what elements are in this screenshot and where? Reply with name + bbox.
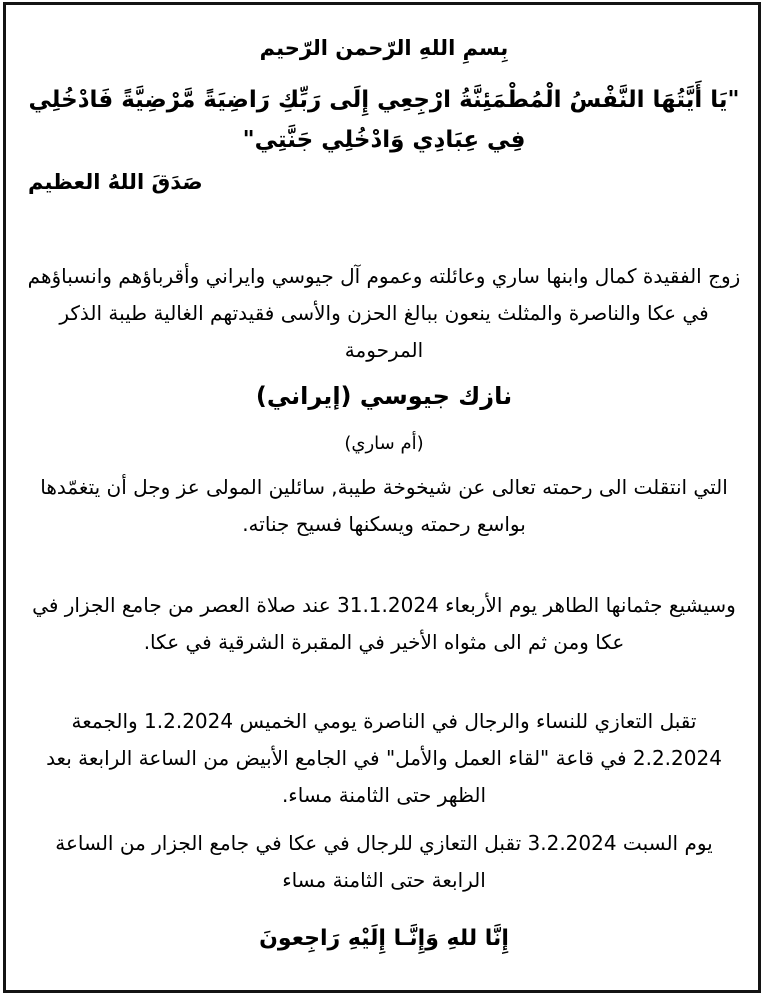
condolences-nazareth-paragraph: تقبل التعازي للنساء والرجال في الناصرة يومي الخميس 1.2.2024 والجمعة 2.2.2024 في قاعة "لقاء العمل والأمل" في الجامع الأبيض من الساعة الرابعة بعد الظهر حتى الثامنة مساء.	[46, 709, 722, 807]
condolences-akka-paragraph: يوم السبت 3.2.2024 تقبل التعازي للرجال في عكا في جامع الجزار من الساعة الرابعة حتى الثامنة مساء	[55, 831, 713, 892]
deceased-name: نازك جيوسي (إيراني)	[255, 382, 513, 410]
basmala-heading: بِسمِ اللهِ الرّحمن الرّحيم	[259, 36, 509, 60]
passing-paragraph: التي انتقلت الى رحمته تعالى عن شيخوخة طيبة, سائلين المولى عز وجل أن يتغمّدها بواسع رحمته ويسكنها فسيح جناته.	[40, 475, 728, 536]
sadaqa-allah-line: صَدَقَ اللهُ العظيم	[28, 170, 203, 194]
deceased-kunya: (أم ساري)	[344, 433, 424, 454]
closing-verse: إِنَّا للهِ وَإِنَّـا إِلَيْهِ رَاجِعونَ	[259, 926, 509, 951]
quran-verse: "يَا أَيَّتُهَا النَّفْسُ الْمُطْمَئِنَّةُ ارْجِعِي إِلَى رَبِّكِ رَاضِيَةً مَّرْضِيَّةً فَادْخُلِي فِي عِبَادِي وَادْخُلِي جَنَّتِي"	[28, 87, 740, 153]
funeral-details-paragraph: وسيشيع جثمانها الطاهر يوم الأربعاء 31.1.2024 عند صلاة العصر من جامع الجزار في عكا ومن ثم الى مثواه الأخير في المقبرة الشرقية في عكا.	[32, 593, 736, 654]
family-announcement-paragraph: زوج الفقيدة كمال وابنها ساري وعائلته وعموم آل جيوسي وايراني وأقرباؤهم وانسباؤهم في عكا والناصرة والمثلث ينعون ببالغ الحزن والأسى فقيدتهم الغالية طيبة الذكر المرحومة	[27, 264, 741, 362]
